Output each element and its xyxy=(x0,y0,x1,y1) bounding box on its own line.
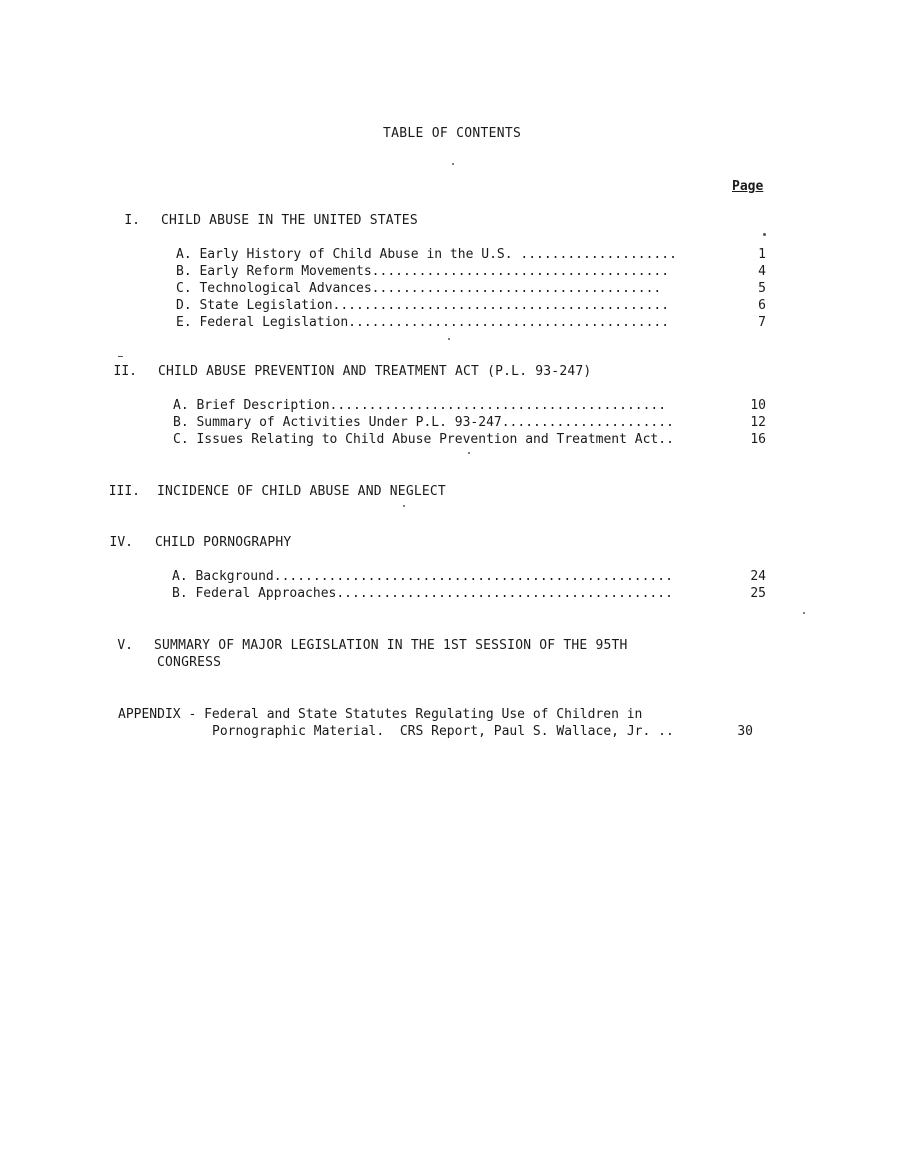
section-numeral: V. xyxy=(117,638,133,653)
toc-entry xyxy=(172,585,766,602)
toc-entry-page: 16 xyxy=(750,432,766,447)
toc-entry-page: 24 xyxy=(750,569,766,584)
scan-speck xyxy=(403,505,405,507)
section-heading: SUMMARY OF MAJOR LEGISLATION IN THE 1ST SESSION OF THE 95TH xyxy=(154,638,628,653)
toc-entry-text: B. Early Reform Movements...................................... xyxy=(176,264,670,279)
section-numeral: III. xyxy=(108,484,140,499)
section-heading: CHILD ABUSE IN THE UNITED STATES xyxy=(161,213,418,228)
section-heading-continued: CONGRESS xyxy=(157,655,222,670)
toc-entry-page: 5 xyxy=(758,281,766,296)
toc-entry xyxy=(176,280,766,297)
toc-entry-page: 4 xyxy=(758,264,766,279)
toc-entry-text: A. Background................................................... xyxy=(172,569,673,584)
section-numeral: I. xyxy=(124,213,140,228)
scan-speck xyxy=(468,452,470,454)
document-title: TABLE OF CONTENTS xyxy=(383,126,522,141)
toc-entry-page: 7 xyxy=(758,315,766,330)
toc-entry xyxy=(172,568,766,585)
toc-entry xyxy=(176,263,766,280)
appendix-entry-text: Pornographic Material. CRS Report, Paul S. Wallace, Jr. .. xyxy=(212,724,674,739)
toc-entry-text: A. Brief Description........................................... xyxy=(173,398,667,413)
toc-entry xyxy=(176,297,766,314)
toc-entry xyxy=(176,314,766,331)
toc-entry-text: A. Early History of Child Abuse in the U.S. .................... xyxy=(176,247,677,262)
scan-speck xyxy=(803,612,805,614)
section-heading: CHILD PORNOGRAPHY xyxy=(155,535,292,550)
toc-entry-page: 6 xyxy=(758,298,766,313)
scan-speck xyxy=(118,356,123,357)
toc-entry xyxy=(176,246,766,263)
toc-entry-text: E. Federal Legislation......................................... xyxy=(176,315,670,330)
scan-speck xyxy=(448,338,450,340)
section-numeral: IV. xyxy=(109,535,133,550)
toc-entry-page: 12 xyxy=(750,415,766,430)
toc-entry xyxy=(173,414,766,431)
toc-entry-page: 10 xyxy=(750,398,766,413)
toc-entry-page: 1 xyxy=(758,247,766,262)
toc-entry xyxy=(173,397,766,414)
appendix-heading: APPENDIX - Federal and State Statutes Regulating Use of Children in xyxy=(118,707,643,722)
section-heading: CHILD ABUSE PREVENTION AND TREATMENT ACT (P.L. 93-247) xyxy=(158,364,592,379)
toc-entry-text: C. Issues Relating to Child Abuse Prevention and Treatment Act.. xyxy=(173,432,674,447)
appendix-entry xyxy=(212,723,753,740)
scan-speck xyxy=(763,233,766,236)
toc-entry-text: B. Federal Approaches........................................... xyxy=(172,586,673,601)
toc-entry-text: B. Summary of Activities Under P.L. 93-247...................... xyxy=(173,415,674,430)
toc-entry-text: D. State Legislation........................................... xyxy=(176,298,670,313)
toc-entry xyxy=(173,431,766,448)
section-heading: INCIDENCE OF CHILD ABUSE AND NEGLECT xyxy=(157,484,446,499)
page-column-header: Page xyxy=(732,179,764,194)
scan-speck xyxy=(452,163,454,165)
toc-entry-text: C. Technological Advances..................................... xyxy=(176,281,662,296)
appendix-entry-page: 30 xyxy=(737,724,753,739)
toc-entry-page: 25 xyxy=(750,586,766,601)
section-numeral: II. xyxy=(113,364,137,379)
